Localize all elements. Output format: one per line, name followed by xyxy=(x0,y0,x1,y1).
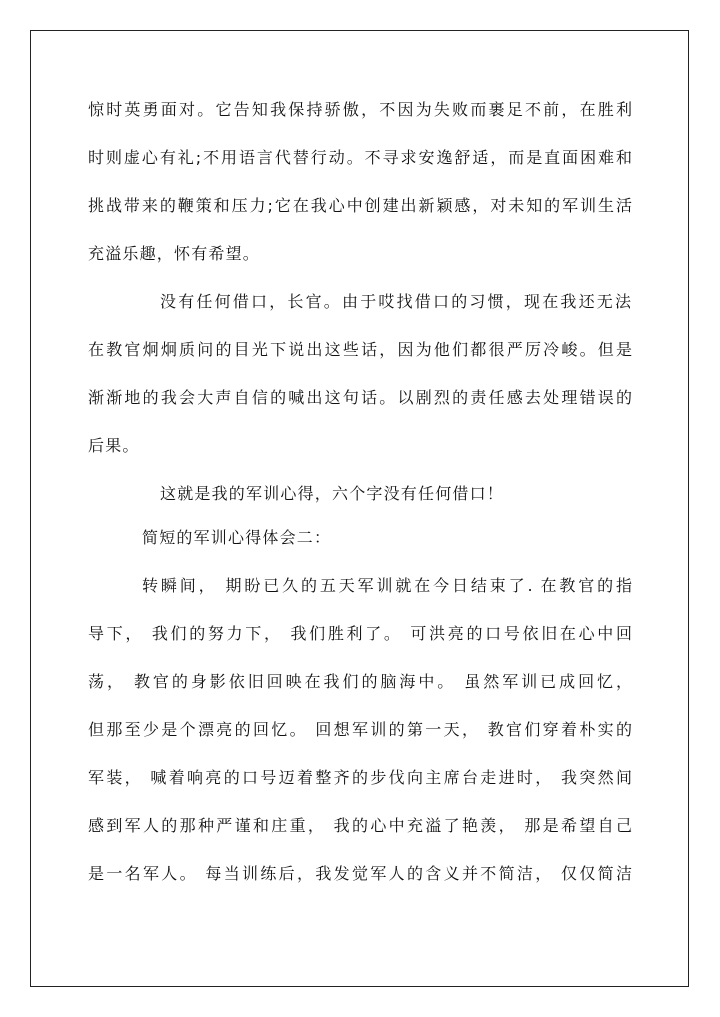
paragraph-line: 这就是我的军训心得，六个字没有任何借口！ xyxy=(160,484,505,503)
paragraph-line: 导下， 我们的努力下， 我们胜利了。 可洪亮的口号依旧在心中回 xyxy=(88,624,632,643)
paragraph-line: 在教官炯炯质问的目光下说出这些话，因为他们都很严厉冷峻。但是 xyxy=(88,340,632,359)
paragraph-line: 没有任何借口，长官。由于哎找借口的习惯，现在我还无法 xyxy=(160,292,634,311)
paragraph-line: 荡， 教官的身影依旧回映在我们的脑海中。 虽然军训已成回忆， xyxy=(88,672,632,691)
paragraph-line: 渐渐地的我会大声自信的喊出这句话。以剧烈的责任感去处理错误的 xyxy=(88,388,632,407)
paragraph-line: 时则虚心有礼;不用语言代替行动。不寻求安逸舒适，而是直面困难和 xyxy=(88,148,632,167)
paragraph-line: 充溢乐趣，怀有希望。 xyxy=(88,244,261,263)
paragraph-line: 是一名军人。 每当训练后，我发觉军人的含义并不简洁， 仅仅简洁 xyxy=(88,864,632,883)
page-border xyxy=(30,30,689,987)
paragraph-line: 后果。 xyxy=(88,436,140,455)
paragraph-line: 转瞬间， 期盼已久的五天军训就在今日结束了. 在教官的指 xyxy=(142,576,632,595)
paragraph-line: 但那至少是个漂亮的回忆。 回想军训的第一天， 教官们穿着朴实的 xyxy=(88,720,632,739)
paragraph-line: 感到军人的那种严谨和庄重， 我的心中充溢了艳羡， 那是希望自己 xyxy=(88,816,632,835)
section-heading: 简短的军训心得体会二： xyxy=(142,528,332,547)
paragraph-line: 挑战带来的鞭策和压力;它在我心中创建出新颖感，对未知的军训生活 xyxy=(88,196,632,215)
paragraph-line: 惊时英勇面对。它告知我保持骄傲，不因为失败而裹足不前，在胜利 xyxy=(88,100,632,119)
paragraph-line: 军装， 喊着响亮的口号迈着整齐的步伐向主席台走进时， 我突然间 xyxy=(88,768,632,787)
